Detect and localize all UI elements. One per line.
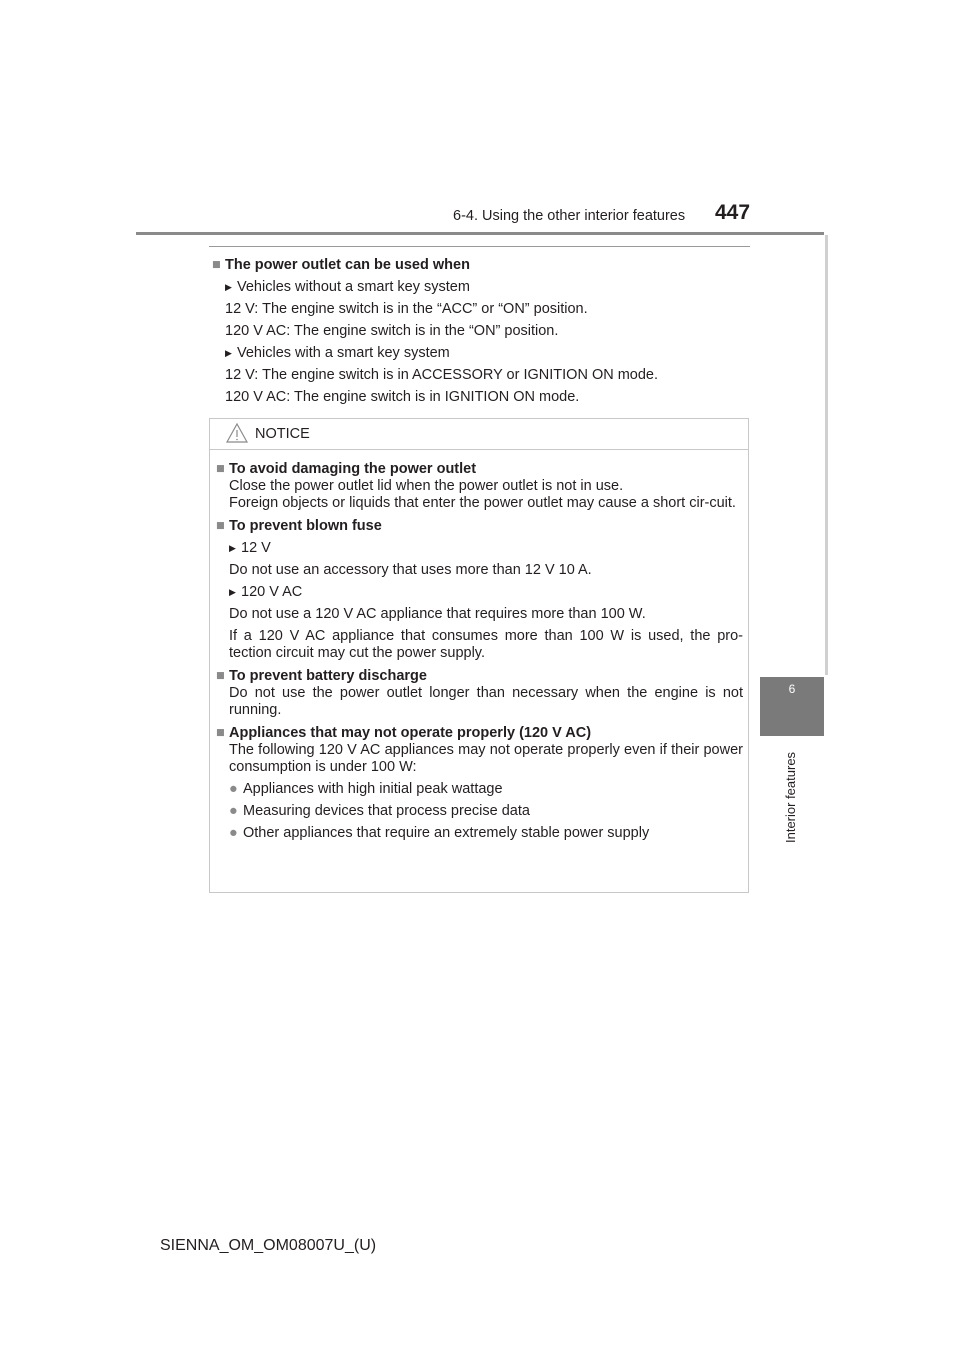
chapter-label: Interior features bbox=[783, 751, 798, 843]
group-line: 12 V: The engine switch is in the “ACC” or “ON” position. bbox=[225, 301, 588, 317]
notice-text: The following 120 V AC appliances may not operate properly even if their power consumption is under 100 W: bbox=[229, 742, 743, 775]
section-rule bbox=[209, 246, 750, 247]
round-bullet-icon: ● bbox=[229, 825, 238, 841]
round-bullet-icon: ● bbox=[229, 803, 238, 819]
triangle-arrow-icon: ▶ bbox=[225, 282, 232, 292]
document-id: SIENNA_OM_OM08007U_(U) bbox=[160, 1237, 377, 1254]
notice-heading-row bbox=[216, 518, 743, 535]
section-title: 6-4. Using the other interior features bbox=[453, 208, 686, 224]
triangle-arrow-icon: ▶ bbox=[229, 543, 236, 553]
header-rule bbox=[136, 232, 824, 235]
square-bullet-icon: ■ bbox=[212, 257, 221, 273]
side-bar bbox=[825, 235, 828, 675]
chapter-label-wrap bbox=[760, 738, 824, 848]
sub-label-text: 120 V AC bbox=[241, 584, 303, 600]
round-bullet-icon: ● bbox=[229, 781, 238, 797]
notice-text: Do not use an accessory that uses more than 12 V 10 A. bbox=[229, 562, 592, 578]
notice-header bbox=[210, 419, 748, 450]
warning-triangle-icon bbox=[226, 422, 248, 444]
chapter-number: 6 bbox=[788, 682, 796, 696]
group-label-text: Vehicles without a smart key system bbox=[237, 279, 470, 295]
notice-section bbox=[216, 725, 743, 842]
notice-heading: Appliances that may not operate properly (120 V AC) bbox=[229, 725, 592, 741]
list-item-text: Measuring devices that process precise data bbox=[243, 803, 530, 819]
square-bullet-icon: ■ bbox=[216, 668, 225, 684]
notice-heading: To avoid damaging the power outlet bbox=[229, 461, 477, 477]
notice-text: Foreign objects or liquids that enter the power outlet may cause a short cir-cuit. bbox=[229, 495, 736, 511]
square-bullet-icon: ■ bbox=[216, 461, 225, 477]
list-item-text: Appliances with high initial peak wattage bbox=[243, 781, 503, 797]
list-item bbox=[216, 803, 743, 820]
notice-box bbox=[209, 418, 749, 893]
square-bullet-icon: ■ bbox=[216, 518, 225, 534]
list-item bbox=[216, 825, 743, 842]
intro-heading: The power outlet can be used when bbox=[225, 257, 470, 273]
triangle-arrow-icon: ▶ bbox=[225, 348, 232, 358]
group-label bbox=[212, 344, 748, 362]
notice-heading: To prevent blown fuse bbox=[229, 518, 382, 534]
notice-heading-row bbox=[216, 668, 743, 685]
notice-label: NOTICE bbox=[255, 426, 310, 442]
group-line: 120 V AC: The engine switch is in the “ON” position. bbox=[225, 323, 559, 339]
notice-text: Do not use the power outlet longer than necessary when the engine is not running. bbox=[229, 685, 743, 718]
group-label-text: Vehicles with a smart key system bbox=[237, 345, 450, 361]
group-label bbox=[212, 278, 748, 296]
sub-label-text: 12 V bbox=[241, 540, 271, 556]
triangle-arrow-icon: ▶ bbox=[229, 587, 236, 597]
notice-section bbox=[216, 461, 743, 512]
notice-text: Do not use a 120 V AC appliance that requires more than 100 W. bbox=[229, 606, 646, 622]
notice-section bbox=[216, 518, 743, 662]
intro-heading-row bbox=[212, 256, 748, 274]
notice-heading-row bbox=[216, 725, 743, 742]
group-line: 12 V: The engine switch is in ACCESSORY or IGNITION ON mode. bbox=[225, 367, 659, 383]
notice-body bbox=[216, 461, 743, 842]
list-item bbox=[216, 781, 743, 798]
sub-label bbox=[216, 584, 743, 601]
list-item-text: Other appliances that require an extremely stable power supply bbox=[243, 825, 650, 841]
group-line: 120 V AC: The engine switch is in IGNITION ON mode. bbox=[225, 389, 580, 405]
sub-label bbox=[216, 540, 743, 557]
square-bullet-icon: ■ bbox=[216, 725, 225, 741]
intro-section bbox=[212, 256, 748, 406]
notice-text: If a 120 V AC appliance that consumes more than 100 W is used, the pro-tection circuit may cut the power supply. bbox=[229, 628, 743, 661]
notice-heading-row bbox=[216, 461, 743, 478]
notice-text: Close the power outlet lid when the power outlet is not in use. bbox=[229, 478, 624, 494]
page-number: 447 bbox=[715, 201, 751, 224]
notice-section bbox=[216, 668, 743, 719]
notice-heading: To prevent battery discharge bbox=[229, 668, 427, 684]
